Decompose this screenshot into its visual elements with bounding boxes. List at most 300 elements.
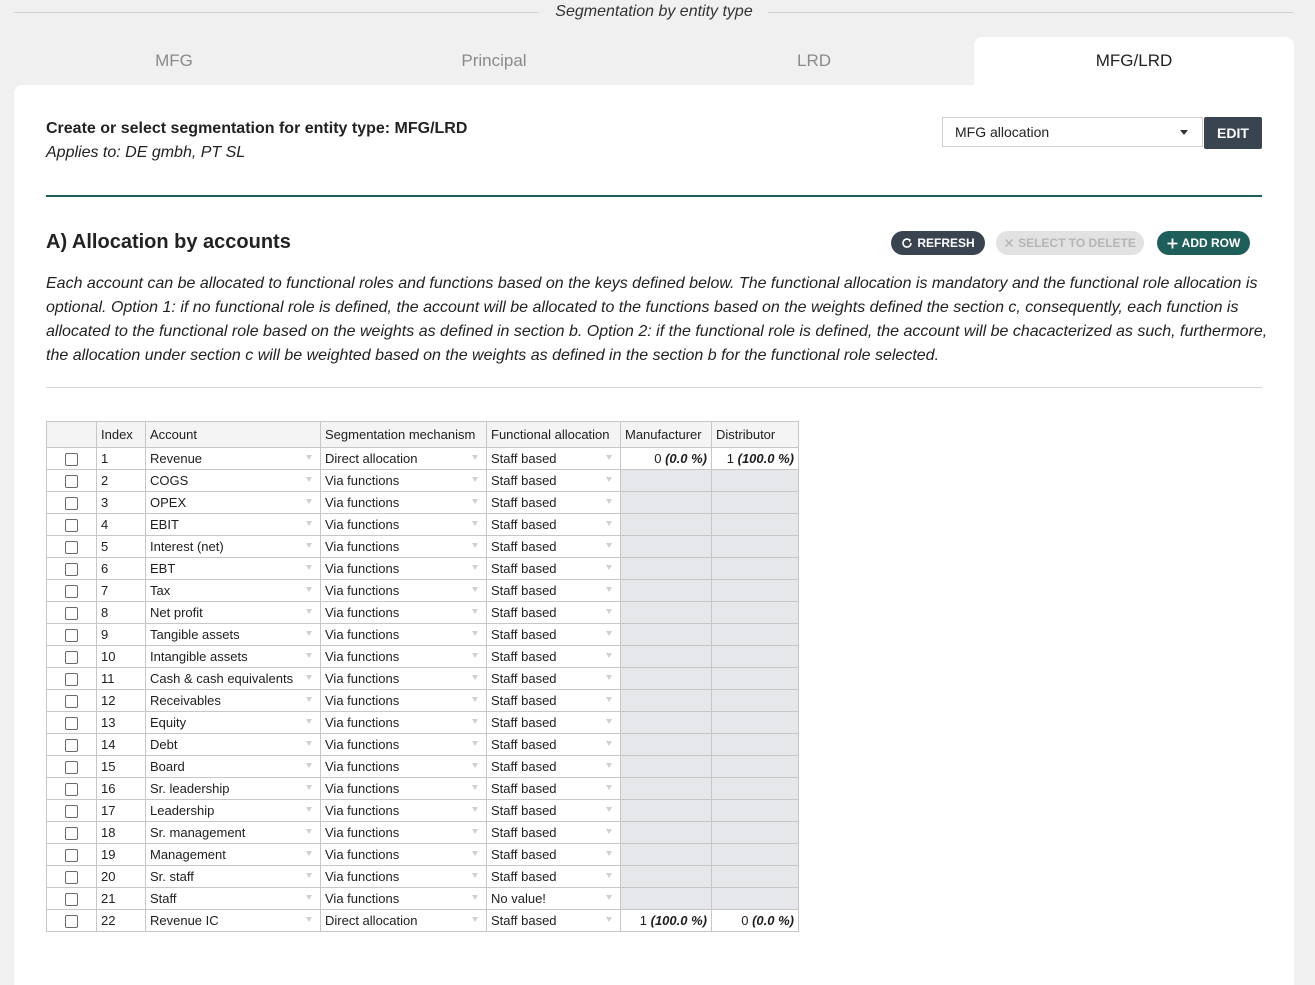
index-cell-text: 15 <box>101 759 116 774</box>
mechanism-dropdown[interactable] <box>321 712 487 734</box>
index-cell-text: 7 <box>101 583 109 598</box>
mechanism-dropdown-text: Via functions <box>325 847 400 862</box>
account-dropdown-text: Revenue <box>150 451 203 466</box>
distributor-cell <box>712 536 799 558</box>
row-checkbox[interactable] <box>65 497 78 510</box>
index-cell <box>97 580 146 602</box>
row-select-cell <box>47 756 97 778</box>
col-functional-allocation[interactable]: Functional allocation <box>487 422 621 448</box>
row-select-cell <box>47 866 97 888</box>
table-row <box>47 558 799 580</box>
account-dropdown[interactable] <box>146 558 321 580</box>
manufacturer-cell-percent: (0.0 %) <box>665 451 707 466</box>
distributor-cell <box>712 734 799 756</box>
mechanism-dropdown[interactable] <box>321 778 487 800</box>
manufacturer-cell[interactable] <box>621 448 712 470</box>
dropdown-caret-icon <box>472 895 478 900</box>
plus-icon <box>1167 238 1178 249</box>
row-checkbox[interactable] <box>65 849 78 862</box>
manufacturer-cell <box>621 690 712 712</box>
dropdown-caret-icon <box>306 565 312 570</box>
account-dropdown[interactable] <box>146 778 321 800</box>
manufacturer-cell <box>621 492 712 514</box>
account-dropdown[interactable] <box>146 712 321 734</box>
dropdown-caret-icon <box>306 763 312 768</box>
table-row <box>47 470 799 492</box>
functional-allocation-dropdown[interactable] <box>487 822 621 844</box>
row-checkbox[interactable] <box>65 519 78 532</box>
table-row <box>47 602 799 624</box>
index-cell <box>97 910 146 932</box>
distributor-cell <box>712 844 799 866</box>
dropdown-caret-icon <box>606 631 612 636</box>
table-row <box>47 536 799 558</box>
dropdown-caret-icon <box>606 477 612 482</box>
row-select-cell <box>47 646 97 668</box>
table-header-row <box>47 422 799 448</box>
manufacturer-cell <box>621 646 712 668</box>
account-dropdown-text: Sr. leadership <box>150 781 230 796</box>
functional-allocation-dropdown-text: Staff based <box>491 517 557 532</box>
mechanism-dropdown[interactable] <box>321 888 487 910</box>
col-distributor[interactable]: Distributor <box>712 422 799 448</box>
mechanism-dropdown-text: Via functions <box>325 627 400 642</box>
functional-allocation-dropdown-text: Staff based <box>491 759 557 774</box>
account-dropdown-text: Tangible assets <box>150 627 240 642</box>
row-checkbox[interactable] <box>65 607 78 620</box>
row-checkbox[interactable] <box>65 827 78 840</box>
account-dropdown[interactable] <box>146 888 321 910</box>
index-cell <box>97 448 146 470</box>
applies-to-text: Applies to: DE gmbh, PT SL <box>46 144 246 161</box>
functional-allocation-dropdown[interactable] <box>487 690 621 712</box>
row-select-cell <box>47 470 97 492</box>
refresh-button[interactable] <box>891 231 985 255</box>
index-cell-text: 5 <box>101 539 109 554</box>
functional-allocation-dropdown[interactable] <box>487 844 621 866</box>
table-body <box>47 448 799 932</box>
dropdown-caret-icon <box>306 719 312 724</box>
mechanism-dropdown-text: Via functions <box>325 737 400 752</box>
manufacturer-cell <box>621 558 712 580</box>
section-description: Each account can be allocated to functional roles and functions based on the keys defined below. The functional allocation is mandatory and the functional role allocation is optional. Option 1: if no functional role is defined, the account will be allocated to the functions based on the weights defined the section c, consequently, each function is allocated to the functional role based on the weights as defined in section b. Option 2: if the functional role is defined, the account will be chacacterized as such, furthermore, the allocation under section c will be weighted based on the weights as defined in the section b for the functional role selected. <box>46 275 1268 364</box>
functional-allocation-dropdown-text: Staff based <box>491 869 557 884</box>
refresh-icon <box>901 237 913 249</box>
row-checkbox[interactable] <box>65 915 78 928</box>
row-checkbox[interactable] <box>65 783 78 796</box>
functional-allocation-dropdown[interactable] <box>487 800 621 822</box>
tab-panel <box>14 85 1294 985</box>
account-dropdown-text: Net profit <box>150 605 203 620</box>
account-dropdown[interactable] <box>146 734 321 756</box>
account-dropdown-text: Revenue IC <box>150 913 219 928</box>
row-checkbox[interactable] <box>65 871 78 884</box>
index-cell <box>97 800 146 822</box>
functional-allocation-dropdown-text: Staff based <box>491 781 557 796</box>
functional-allocation-dropdown[interactable] <box>487 734 621 756</box>
dropdown-caret-icon <box>306 829 312 834</box>
dropdown-caret-icon <box>306 873 312 878</box>
dropdown-caret-icon <box>472 829 478 834</box>
mechanism-dropdown[interactable] <box>321 756 487 778</box>
table-row <box>47 668 799 690</box>
account-dropdown[interactable] <box>146 690 321 712</box>
distributor-cell <box>712 690 799 712</box>
dropdown-caret-icon <box>472 917 478 922</box>
distributor-cell <box>712 778 799 800</box>
mechanism-dropdown[interactable] <box>321 580 487 602</box>
table-row <box>47 734 799 756</box>
add-row-button[interactable] <box>1157 231 1250 255</box>
account-dropdown[interactable] <box>146 536 321 558</box>
dropdown-caret-icon <box>606 741 612 746</box>
mechanism-dropdown[interactable] <box>321 910 487 932</box>
account-dropdown[interactable] <box>146 844 321 866</box>
functional-allocation-dropdown[interactable] <box>487 778 621 800</box>
index-cell-text: 18 <box>101 825 116 840</box>
dropdown-caret-icon <box>472 631 478 636</box>
table-row <box>47 756 799 778</box>
functional-allocation-dropdown[interactable] <box>487 888 621 910</box>
section-title: A) Allocation by accounts <box>46 231 291 253</box>
index-cell-text: 9 <box>101 627 109 642</box>
account-dropdown-text: Leadership <box>150 803 215 818</box>
manufacturer-cell <box>621 734 712 756</box>
account-dropdown-text: Receivables <box>150 693 221 708</box>
distributor-cell <box>712 822 799 844</box>
mechanism-dropdown-text: Via functions <box>325 649 400 664</box>
functional-allocation-dropdown-text: Staff based <box>491 715 557 730</box>
select-to-delete-button[interactable] <box>996 231 1144 255</box>
manufacturer-cell <box>621 580 712 602</box>
distributor-cell <box>712 646 799 668</box>
add-row-label: ADD ROW <box>1181 236 1241 250</box>
row-checkbox[interactable] <box>65 695 78 708</box>
account-dropdown[interactable] <box>146 646 321 668</box>
mechanism-dropdown[interactable] <box>321 822 487 844</box>
dropdown-caret-icon <box>606 851 612 856</box>
functional-allocation-dropdown[interactable] <box>487 866 621 888</box>
mechanism-dropdown-text: Via functions <box>325 539 400 554</box>
dropdown-caret-icon <box>472 741 478 746</box>
manufacturer-cell <box>621 668 712 690</box>
mechanism-dropdown[interactable] <box>321 844 487 866</box>
table-row <box>47 624 799 646</box>
index-cell-text: 16 <box>101 781 116 796</box>
index-cell-text: 20 <box>101 869 116 884</box>
account-dropdown-text: Tax <box>150 583 171 598</box>
dropdown-caret-icon <box>606 807 612 812</box>
index-cell <box>97 690 146 712</box>
dropdown-caret-icon <box>472 521 478 526</box>
dropdown-caret-icon <box>306 499 312 504</box>
mechanism-dropdown[interactable] <box>321 602 487 624</box>
mechanism-dropdown[interactable] <box>321 646 487 668</box>
close-icon <box>1004 238 1014 248</box>
dropdown-caret-icon <box>606 653 612 658</box>
functional-allocation-dropdown[interactable] <box>487 668 621 690</box>
account-dropdown[interactable] <box>146 492 321 514</box>
manufacturer-cell <box>621 844 712 866</box>
page-title: Create or select segmentation for entity type: MFG/LRD <box>46 120 468 137</box>
row-select-cell <box>47 712 97 734</box>
row-select-cell <box>47 624 97 646</box>
manufacturer-cell[interactable] <box>621 910 712 932</box>
functional-allocation-dropdown-text: Staff based <box>491 913 557 928</box>
functional-allocation-dropdown[interactable] <box>487 470 621 492</box>
tab-lrd[interactable]: LRD <box>796 51 831 70</box>
account-dropdown[interactable] <box>146 756 321 778</box>
row-checkbox[interactable] <box>65 805 78 818</box>
index-cell <box>97 866 146 888</box>
dropdown-caret-icon <box>306 587 312 592</box>
functional-allocation-dropdown-text: Staff based <box>491 473 557 488</box>
manufacturer-cell <box>621 822 712 844</box>
mechanism-dropdown[interactable] <box>321 866 487 888</box>
index-cell <box>97 778 146 800</box>
row-checkbox[interactable] <box>65 673 78 686</box>
dropdown-caret-icon <box>472 587 478 592</box>
dropdown-caret-icon <box>306 631 312 636</box>
account-dropdown[interactable] <box>146 866 321 888</box>
dropdown-caret-icon <box>472 807 478 812</box>
dropdown-caret-icon <box>606 785 612 790</box>
dropdown-caret-icon <box>306 741 312 746</box>
index-cell <box>97 558 146 580</box>
row-checkbox[interactable] <box>65 717 78 730</box>
functional-allocation-dropdown[interactable] <box>487 558 621 580</box>
account-dropdown-text: Sr. staff <box>150 869 194 884</box>
account-dropdown[interactable] <box>146 580 321 602</box>
manufacturer-cell <box>621 602 712 624</box>
distributor-cell[interactable] <box>712 910 799 932</box>
manufacturer-cell <box>621 712 712 734</box>
tab-principal[interactable]: Principal <box>461 51 527 70</box>
mechanism-dropdown-text: Via functions <box>325 891 400 906</box>
dropdown-caret-icon <box>472 675 478 680</box>
manufacturer-cell <box>621 470 712 492</box>
functional-allocation-dropdown[interactable] <box>487 580 621 602</box>
tab-mfg-lrd[interactable]: MFG/LRD <box>974 37 1294 85</box>
mechanism-dropdown-text: Via functions <box>325 869 400 884</box>
distributor-cell <box>712 756 799 778</box>
index-cell-text: 12 <box>101 693 116 708</box>
distributor-cell-value: 1 <box>726 451 734 466</box>
functional-allocation-dropdown[interactable] <box>487 492 621 514</box>
manufacturer-cell <box>621 624 712 646</box>
functional-allocation-dropdown[interactable] <box>487 624 621 646</box>
dropdown-caret-icon <box>472 785 478 790</box>
account-dropdown-text: COGS <box>150 473 189 488</box>
functional-allocation-dropdown-text: Staff based <box>491 693 557 708</box>
account-dropdown-text: Staff <box>150 891 177 906</box>
account-dropdown[interactable] <box>146 668 321 690</box>
dropdown-caret-icon <box>472 697 478 702</box>
index-cell <box>97 844 146 866</box>
mechanism-dropdown[interactable] <box>321 536 487 558</box>
manufacturer-cell <box>621 800 712 822</box>
account-dropdown[interactable] <box>146 448 321 470</box>
index-cell-text: 8 <box>101 605 109 620</box>
distributor-cell <box>712 580 799 602</box>
select-to-delete-label: SELECT TO DELETE <box>1018 236 1136 250</box>
row-select-cell <box>47 580 97 602</box>
table-row <box>47 580 799 602</box>
manufacturer-cell <box>621 756 712 778</box>
account-dropdown[interactable] <box>146 514 321 536</box>
functional-allocation-dropdown[interactable] <box>487 756 621 778</box>
account-dropdown[interactable] <box>146 910 321 932</box>
row-checkbox[interactable] <box>65 651 78 664</box>
row-select-cell <box>47 492 97 514</box>
functional-allocation-dropdown[interactable] <box>487 712 621 734</box>
functional-allocation-dropdown-text: Staff based <box>491 649 557 664</box>
dropdown-caret-icon <box>606 719 612 724</box>
row-checkbox[interactable] <box>65 761 78 774</box>
manufacturer-cell <box>621 778 712 800</box>
dropdown-caret-icon <box>306 543 312 548</box>
index-cell-text: 4 <box>101 517 109 532</box>
distributor-cell <box>712 624 799 646</box>
dropdown-caret-icon <box>606 829 612 834</box>
account-dropdown-text: Interest (net) <box>150 539 224 554</box>
dropdown-caret-icon <box>472 499 478 504</box>
mechanism-dropdown-text: Via functions <box>325 781 400 796</box>
dropdown-caret-icon <box>472 763 478 768</box>
functional-allocation-dropdown[interactable] <box>487 910 621 932</box>
index-cell-text: 2 <box>101 473 109 488</box>
row-select-cell <box>47 602 97 624</box>
distributor-cell <box>712 712 799 734</box>
mechanism-dropdown[interactable] <box>321 558 487 580</box>
index-cell-text: 3 <box>101 495 109 510</box>
table-row <box>47 888 799 910</box>
row-checkbox[interactable] <box>65 739 78 752</box>
col-manufacturer[interactable]: Manufacturer <box>621 422 712 448</box>
table-row <box>47 844 799 866</box>
col-select <box>47 422 97 448</box>
account-dropdown[interactable] <box>146 602 321 624</box>
dropdown-caret-icon <box>606 763 612 768</box>
mechanism-dropdown-text: Via functions <box>325 759 400 774</box>
mechanism-dropdown[interactable] <box>321 624 487 646</box>
row-select-cell <box>47 734 97 756</box>
row-checkbox[interactable] <box>65 585 78 598</box>
row-checkbox[interactable] <box>65 541 78 554</box>
dropdown-caret-icon <box>606 917 612 922</box>
functional-allocation-dropdown-text: No value! <box>491 891 546 906</box>
functional-allocation-dropdown-text: Staff based <box>491 451 557 466</box>
edit-button[interactable]: EDIT <box>1204 117 1262 149</box>
index-cell <box>97 536 146 558</box>
distributor-cell <box>712 470 799 492</box>
functional-allocation-dropdown-text: Staff based <box>491 737 557 752</box>
col-index[interactable]: Index <box>97 422 146 448</box>
account-dropdown-text: OPEX <box>150 495 187 510</box>
index-cell <box>97 470 146 492</box>
account-dropdown[interactable] <box>146 624 321 646</box>
functional-allocation-dropdown[interactable] <box>487 646 621 668</box>
row-checkbox[interactable] <box>65 475 78 488</box>
distributor-cell <box>712 492 799 514</box>
index-cell <box>97 756 146 778</box>
mechanism-dropdown-text: Via functions <box>325 715 400 730</box>
functional-allocation-dropdown-text: Staff based <box>491 495 557 510</box>
segmentation-select[interactable] <box>942 117 1203 147</box>
index-cell-text: 21 <box>101 891 116 906</box>
account-dropdown[interactable] <box>146 800 321 822</box>
col-account[interactable]: Account <box>146 422 321 448</box>
mechanism-dropdown[interactable] <box>321 734 487 756</box>
table-row <box>47 866 799 888</box>
caret-down-icon <box>1180 130 1188 135</box>
mechanism-dropdown-text: Via functions <box>325 671 400 686</box>
index-cell <box>97 514 146 536</box>
mechanism-dropdown[interactable] <box>321 690 487 712</box>
dropdown-caret-icon <box>606 521 612 526</box>
functional-allocation-dropdown-text: Staff based <box>491 847 557 862</box>
table-row <box>47 690 799 712</box>
mechanism-dropdown-text: Direct allocation <box>325 913 418 928</box>
index-cell <box>97 602 146 624</box>
mechanism-dropdown[interactable] <box>321 514 487 536</box>
index-cell <box>97 646 146 668</box>
row-select-cell <box>47 822 97 844</box>
functional-allocation-dropdown-text: Staff based <box>491 671 557 686</box>
account-dropdown[interactable] <box>146 470 321 492</box>
functional-allocation-dropdown[interactable] <box>487 536 621 558</box>
col-segmentation-mechanism[interactable]: Segmentation mechanism <box>321 422 487 448</box>
mechanism-dropdown-text: Via functions <box>325 473 400 488</box>
mechanism-dropdown[interactable] <box>321 470 487 492</box>
functional-allocation-dropdown[interactable] <box>487 514 621 536</box>
dropdown-caret-icon <box>472 873 478 878</box>
mechanism-dropdown[interactable] <box>321 668 487 690</box>
dropdown-caret-icon <box>306 807 312 812</box>
dropdown-caret-icon <box>472 477 478 482</box>
manufacturer-cell <box>621 536 712 558</box>
mechanism-dropdown-text: Via functions <box>325 517 400 532</box>
functional-allocation-dropdown[interactable] <box>487 448 621 470</box>
row-select-cell <box>47 888 97 910</box>
distributor-cell-percent: (0.0 %) <box>752 913 794 928</box>
dropdown-caret-icon <box>606 697 612 702</box>
dropdown-caret-icon <box>306 851 312 856</box>
functional-allocation-dropdown[interactable] <box>487 602 621 624</box>
index-cell <box>97 712 146 734</box>
row-checkbox[interactable] <box>65 563 78 576</box>
mechanism-dropdown[interactable] <box>321 448 487 470</box>
row-checkbox[interactable] <box>65 629 78 642</box>
index-cell-text: 14 <box>101 737 116 752</box>
table-row <box>47 778 799 800</box>
header-divider <box>46 195 1262 197</box>
row-checkbox[interactable] <box>65 893 78 906</box>
row-checkbox[interactable] <box>65 453 78 466</box>
allocation-table <box>46 421 799 932</box>
table-row <box>47 800 799 822</box>
account-dropdown[interactable] <box>146 822 321 844</box>
index-cell <box>97 668 146 690</box>
mechanism-dropdown[interactable] <box>321 800 487 822</box>
functional-allocation-dropdown-text: Staff based <box>491 627 557 642</box>
row-select-cell <box>47 800 97 822</box>
mechanism-dropdown-text: Via functions <box>325 495 400 510</box>
mechanism-dropdown[interactable] <box>321 492 487 514</box>
description-divider <box>46 387 1262 388</box>
tab-mfg[interactable]: MFG <box>155 51 193 70</box>
distributor-cell[interactable] <box>712 448 799 470</box>
